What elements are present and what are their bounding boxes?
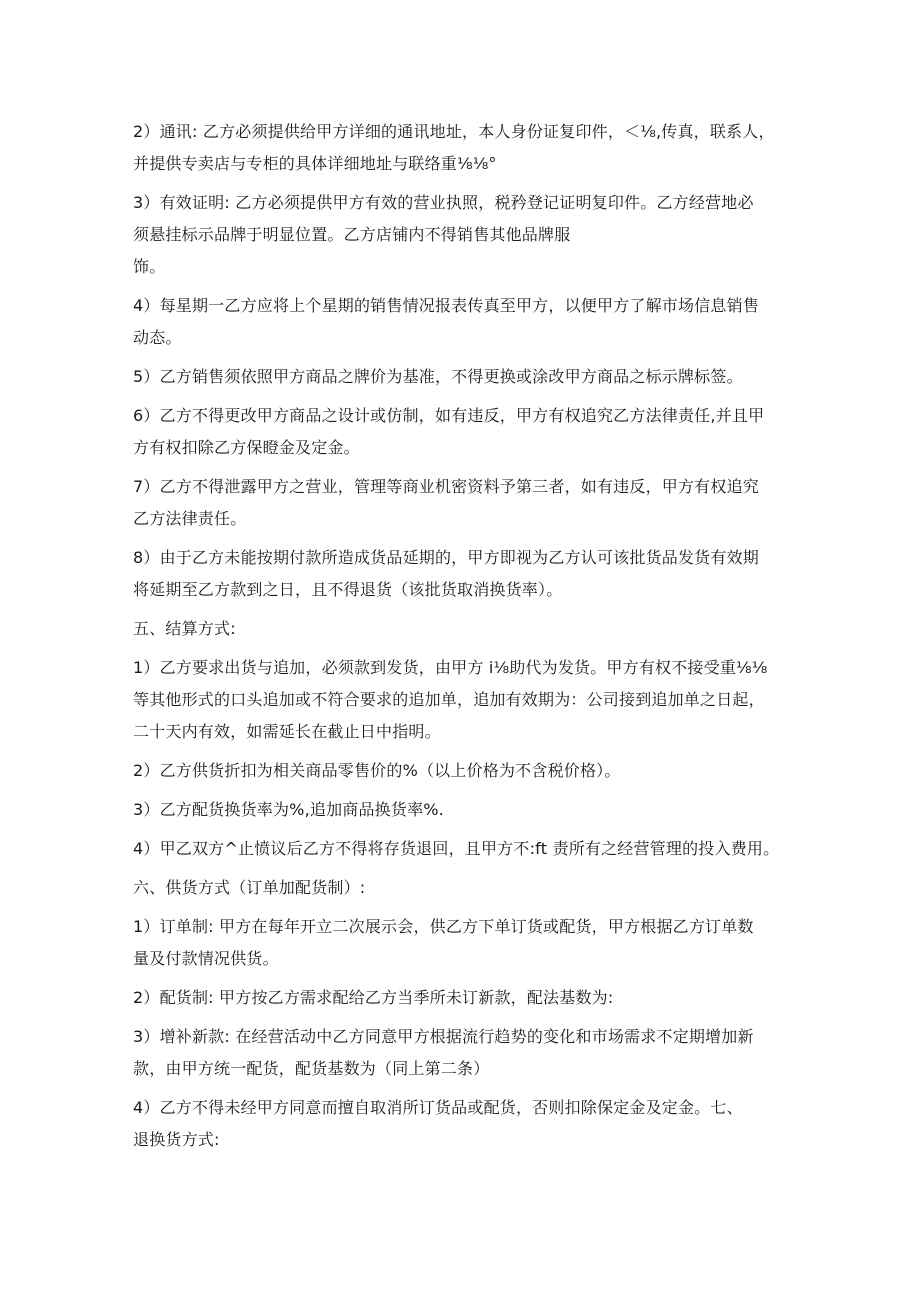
- clause-5-line-1: 5）乙方销售须依照甲方商品之牌价为基准，不得更换或涂改甲方商品之标示牌标签。: [133, 367, 743, 386]
- supply-2-line-1: 2）配货制: 甲方按乙方需求配给乙方当季所未订新款，配法基数为:: [133, 988, 614, 1007]
- supply-1-line-1: 1）订单制: 甲方在每年开立二次展示会，供乙方下单订货或配货，甲方根据乙方订单数: [133, 917, 754, 936]
- clause-3-line-1: 3）有效证明: 乙方必须提供甲方有效的营业执照，税矜登记证明复印件。乙方经营地必: [133, 193, 754, 212]
- clause-8-line-1: 8）由于乙方未能按期付款所造成货品延期的，甲方即视为乙方认可该批货品发货有效期: [133, 548, 759, 567]
- settlement-3-line-1: 3）乙方配货换货率为%,追加商品换货率%.: [133, 800, 444, 819]
- clause-7-line-1: 7）乙方不得泄露甲方之营业，管理等商业机密资料予第三者，如有违反，甲方有权追究: [133, 477, 759, 496]
- settlement-1-line-2: 等其他形式的口头追加或不符合要求的追加单，追加有效期为：公司接到追加单之日起，: [133, 690, 765, 709]
- settlement-4-line-1: 4）甲乙双方^止愤议后乙方不得将存货退回，且甲方不:ft 责所有之经营管理的投入费用。: [133, 839, 780, 858]
- supply-3-line-1: 3）增补新款: 在经营活动中乙方同意甲方根据流行趋势的变化和市场需求不定期增加新: [133, 1027, 754, 1046]
- supply-4-line-1: 4）乙方不得未经甲方同意而擅自取消所订货品或配货，否则扣除保定金及定金。七、: [133, 1098, 743, 1117]
- settlement-1-line-1: 1）乙方要求出货与追加，必须款到发货，由甲方 i⅛助代为发货。甲方有权不接受重⅛⅛: [133, 658, 768, 677]
- clause-6-line-1: 6）乙方不得更改甲方商品之设计或仿制，如有违反，甲方有权追究乙方法律责任,并且甲: [133, 406, 765, 425]
- section-6-heading: 六、供货方式（订单加配货制）:: [133, 878, 366, 897]
- clause-7-line-2: 乙方法律责任。: [133, 509, 247, 528]
- supply-1-line-2: 量及付款情况供货。: [133, 949, 279, 968]
- clause-2-line-1: 2）通讯: 乙方必须提供给甲方详细的通讯地址，本人身份证复印件，＜⅛,传真，联系人，: [133, 122, 775, 141]
- section-5-heading: 五、结算方式:: [133, 619, 236, 638]
- clause-6-line-2: 方有权扣除乙方保瞪金及定金。: [133, 438, 360, 457]
- supply-3-line-2: 款，由甲方统一配货，配货基数为（同上第二条）: [133, 1059, 490, 1078]
- settlement-1-line-3: 二十天内有效，如需延长在截止日中指明。: [133, 722, 441, 741]
- supply-4-line-2: 退换货方式:: [133, 1130, 220, 1149]
- document-body: [133, 116, 813, 1156]
- clause-3-line-2: 须悬挂标示品牌于明显位置。乙方店铺内不得销售其他品牌服: [133, 225, 571, 244]
- clause-4-line-1: 4）每星期一乙方应将上个星期的销售情况报表传真至甲方，以便甲方了解市场信息销售: [133, 296, 759, 315]
- clause-3-line-3: 饰。: [133, 257, 166, 276]
- clause-2-line-2: 并提供专卖店与专柜的具体详细地址与联络重⅛⅛°: [133, 154, 497, 173]
- clause-4-line-2: 动态。: [133, 328, 182, 347]
- settlement-2-line-1: 2）乙方供货折扣为相关商品零售价的%（以上价格为不含税价格）。: [133, 761, 621, 780]
- clause-8-line-2: 将延期至乙方款到之日，且不得退货（该批货取消换货率）。: [133, 580, 563, 599]
